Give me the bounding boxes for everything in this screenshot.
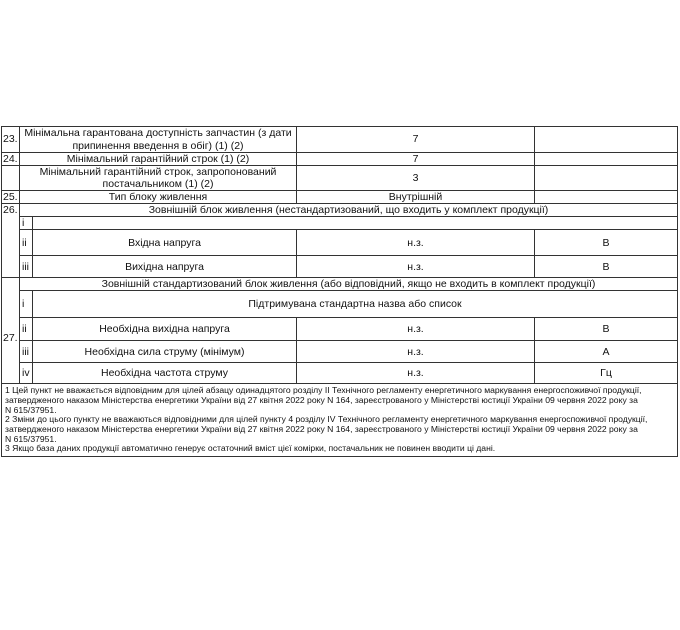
footnote-line: затвердженого наказом Міністерства енергетики України від 27 квітня 2022 року N 164, зареєстрованого у Міністерстві юстиції України 09 червня 2022 року за [5, 423, 638, 434]
row-unit [535, 166, 678, 191]
table-row [2, 230, 678, 256]
table-row [2, 191, 678, 204]
row-unit [535, 191, 678, 204]
table-row [2, 127, 678, 153]
footnote-line: N 615/37951. [5, 404, 57, 415]
row-value: 3 [297, 166, 535, 191]
document-page [0, 126, 680, 457]
row-label: Мінімальний гарантійний строк, запропонований постачальником (1) (2) [20, 166, 297, 191]
table-row [2, 217, 678, 230]
sub-index: i [20, 217, 33, 230]
row-label: Необхідна вихідна напруга [33, 318, 297, 341]
row-number: 26. [2, 204, 20, 278]
row-number: 24. [3, 153, 18, 165]
row-value: н.з. [297, 341, 535, 363]
row-label: Мінімальний гарантійний строк (1) (2) [20, 153, 297, 166]
row-label: Вихідна напруга [33, 256, 297, 278]
table-row [2, 153, 678, 166]
table-row [2, 291, 678, 318]
row-unit: В [535, 256, 678, 278]
footnote-line: 3 Якщо база даних продукції автоматично генерує остаточний вміст цієї комірки, постачальник не повинен вводити ці дані. [5, 443, 496, 454]
footnote-line: 1 Цей пункт не вважається відповідним для цілей абзацу одинадцятого розділу II Технічного регламенту енергетичного маркування енергоспоживчої продукції, [5, 385, 642, 396]
footnotes [2, 384, 678, 456]
table-row [2, 318, 678, 341]
product-info-table [1, 126, 678, 457]
table-row [2, 204, 678, 217]
footnote-line: затвердженого наказом Міністерства енергетики України від 27 квітня 2022 року N 164, зареєстрованого у Міністерстві юстиції України 09 червня 2022 року за [5, 395, 638, 406]
sub-index: iii [20, 256, 33, 278]
row-value: н.з. [297, 318, 535, 341]
table-row [2, 256, 678, 278]
row-unit: В [535, 318, 678, 341]
sub-index: iv [20, 363, 33, 384]
row-label: Вхідна напруга [33, 230, 297, 256]
row-label: Необхідна сила струму (мінімум) [33, 341, 297, 363]
table-row [2, 278, 678, 291]
table-row [2, 166, 678, 191]
row-unit [535, 127, 678, 153]
row-unit [535, 153, 678, 166]
row-number [2, 166, 20, 191]
footnotes-row [2, 384, 678, 456]
row-unit: А [535, 341, 678, 363]
row-number: 23. [2, 127, 20, 153]
row-value: 7 [297, 127, 535, 153]
row-label: Мінімальна гарантована доступність запчастин (з дати припинення введення в обіг) (1) (2) [20, 127, 297, 153]
row-label [33, 217, 678, 230]
row-value: н.з. [297, 363, 535, 384]
sub-index: i [20, 291, 33, 318]
row-unit: В [535, 230, 678, 256]
row-label: Необхідна частота струму [33, 363, 297, 384]
footnote-line: N 615/37951. [5, 433, 57, 444]
row-unit: Гц [535, 363, 678, 384]
row-value: Внутрішній [297, 191, 535, 204]
sub-index: ii [20, 230, 33, 256]
row-value: н.з. [297, 230, 535, 256]
section-heading: Зовнішній блок живлення (нестандартизований, що входить у комплект продукції) [20, 204, 678, 217]
section-heading: Зовнішній стандартизований блок живлення (або відповідний, якщо не входить в комплект продукції) [20, 278, 678, 291]
row-number: 27. [2, 278, 20, 384]
sub-index: ii [20, 318, 33, 341]
table-row [2, 363, 678, 384]
row-label: Підтримувана стандартна назва або список [33, 291, 678, 318]
row-value: 7 [297, 153, 535, 166]
row-label: Тип блоку живлення [20, 191, 297, 204]
table-row [2, 341, 678, 363]
footnote-line: 2 Зміни до цього пункту не вважаються відповідними для цілей пункту 4 розділу IV Технічного регламенту енергетичного маркування енергоспоживчої продукції, [5, 414, 648, 425]
row-value: н.з. [297, 256, 535, 278]
sub-index: iii [20, 341, 33, 363]
row-number: 25. [3, 191, 18, 204]
